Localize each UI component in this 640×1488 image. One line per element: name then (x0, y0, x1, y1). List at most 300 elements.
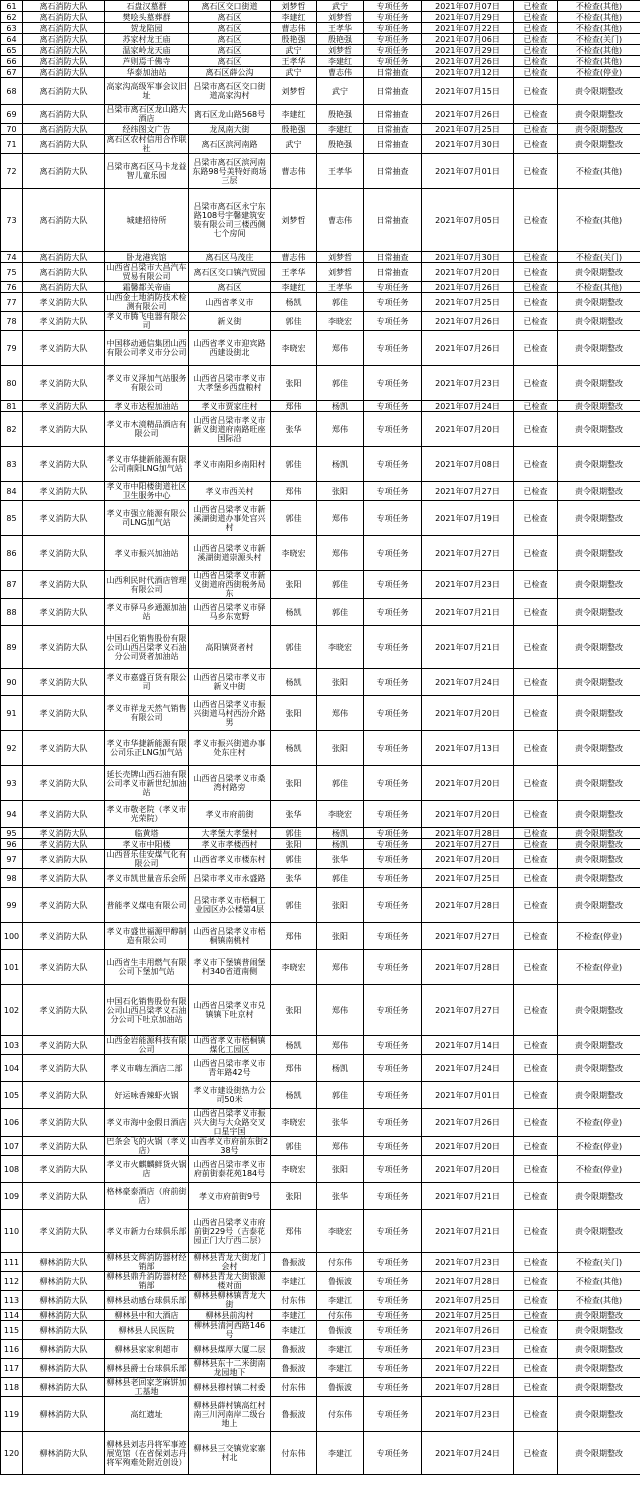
inspector2-cell: 郭佳 (317, 766, 364, 801)
address-cell: 山西省吕梁孝义市桑湾村路旁 (189, 766, 271, 801)
task-type-cell: 日常抽查 (364, 78, 422, 105)
result-cell: 责令限期整改 (558, 1340, 640, 1359)
date-cell: 2021年07月23日 (422, 1397, 514, 1432)
brigade-cell: 孝义消防大队 (23, 766, 105, 801)
status-cell: 已检查 (514, 56, 558, 67)
status-cell: 已检查 (514, 78, 558, 105)
date-cell: 2021年07月27日 (422, 839, 514, 850)
address-cell: 山西省吕梁孝义市振兴街道马村西汾介路男 (189, 696, 271, 731)
inspector2-cell: 鲁振波 (317, 1378, 364, 1397)
status-cell: 已检查 (514, 447, 558, 482)
date-cell: 2021年07月19日 (422, 501, 514, 536)
unit-cell: 华泰加油站 (105, 67, 189, 78)
inspector1-cell: 杨凯 (271, 293, 317, 312)
task-type-cell: 专项任务 (364, 801, 422, 828)
table-row (1, 766, 640, 801)
brigade-cell: 孝义消防大队 (23, 950, 105, 985)
brigade-cell: 离石消防大队 (23, 154, 105, 189)
inspector2-cell: 曹志伟 (317, 67, 364, 78)
task-type-cell: 专项任务 (364, 950, 422, 985)
result-cell: 不检查(关门) (558, 34, 640, 45)
task-type-cell: 专项任务 (364, 850, 422, 869)
address-cell: 离石区马茂庄 (189, 252, 271, 263)
table-row (1, 669, 640, 696)
seq-cell: 91 (1, 696, 23, 731)
result-cell: 责令限期整改 (558, 766, 640, 801)
unit-cell: 格林豪泰酒店（府前街店） (105, 1183, 189, 1210)
seq-cell: 94 (1, 801, 23, 828)
unit-cell: 孝义市强立能源有限公司LNG加气站 (105, 501, 189, 536)
unit-cell: 孝义市凯世量音乐会所 (105, 869, 189, 888)
brigade-cell: 离石消防大队 (23, 12, 105, 23)
status-cell: 已检查 (514, 1036, 558, 1055)
unit-cell: 高家沟高级军事会议旧址 (105, 78, 189, 105)
unit-cell: 温家岭龙天庙 (105, 45, 189, 56)
task-type-cell: 日常抽查 (364, 105, 422, 124)
status-cell: 已检查 (514, 1310, 558, 1321)
task-type-cell: 专项任务 (364, 1272, 422, 1291)
unit-cell: 孝义市盛世福源甲醇制造有限公司 (105, 923, 189, 950)
status-cell: 已检查 (514, 1340, 558, 1359)
seq-cell: 101 (1, 950, 23, 985)
result-cell: 责令限期整改 (558, 135, 640, 154)
status-cell: 已检查 (514, 536, 558, 571)
task-type-cell: 专项任务 (364, 985, 422, 1036)
result-cell: 责令限期整改 (558, 331, 640, 366)
inspector1-cell: 郑伟 (271, 482, 317, 501)
result-cell: 责令限期整改 (558, 366, 640, 401)
inspector1-cell: 郭佳 (271, 1137, 317, 1156)
task-type-cell: 专项任务 (364, 1359, 422, 1378)
unit-cell: 孝义市华捷新能源有限公司乐正LNG加气站 (105, 731, 189, 766)
status-cell: 已检查 (514, 801, 558, 828)
task-type-cell: 专项任务 (364, 1321, 422, 1340)
inspector2-cell: 刘梦哲 (317, 45, 364, 56)
brigade-cell: 孝义消防大队 (23, 293, 105, 312)
inspector2-cell: 鲁振波 (317, 1321, 364, 1340)
address-cell: 山西省吕梁市孝义市青年路42号 (189, 1055, 271, 1082)
table-row (1, 1036, 640, 1055)
address-cell: 离石区 (189, 282, 271, 293)
table-row (1, 1082, 640, 1109)
seq-cell: 96 (1, 839, 23, 850)
task-type-cell: 专项任务 (364, 839, 422, 850)
inspector1-cell: 郭佳 (271, 626, 317, 669)
address-cell: 山西省吕梁市孝义市府前街泰花苑184号 (189, 1156, 271, 1183)
table-row (1, 1310, 640, 1321)
seq-cell: 80 (1, 366, 23, 401)
unit-cell: 孝义市腾飞电器有限公司 (106, 312, 187, 330)
brigade-cell: 孝义消防大队 (23, 985, 105, 1036)
inspector1-cell: 王孝华 (271, 263, 317, 282)
seq-cell: 93 (1, 766, 23, 801)
table-row (1, 1432, 640, 1475)
result-cell: 不检查(其他) (558, 154, 640, 189)
status-cell: 已检查 (514, 23, 558, 34)
result-cell: 责令限期整改 (558, 263, 640, 282)
inspector1-cell: 郭佳 (271, 501, 317, 536)
task-type-cell: 专项任务 (364, 282, 422, 293)
status-cell: 已检查 (514, 850, 558, 869)
inspector1-cell: 武宁 (271, 45, 317, 56)
task-type-cell: 专项任务 (364, 1109, 422, 1137)
unit-cell: 芦则焉千佛寺 (105, 56, 189, 67)
inspector1-cell: 付东伟 (271, 1378, 317, 1397)
date-cell: 2021年07月28日 (422, 888, 514, 923)
table-row (1, 839, 640, 850)
result-cell: 责令限期整改 (558, 412, 640, 447)
table-row (1, 447, 640, 482)
date-cell: 2021年07月12日 (422, 67, 514, 78)
status-cell: 已检查 (514, 34, 558, 45)
brigade-cell: 离石消防大队 (23, 78, 105, 105)
inspector2-cell: 郭佳 (317, 599, 364, 626)
brigade-cell: 离石消防大队 (23, 135, 105, 154)
brigade-cell: 离石消防大队 (23, 282, 105, 293)
result-cell: 不检查(其他) (558, 1291, 640, 1310)
status-cell: 已检查 (514, 869, 558, 888)
table-row (1, 1, 640, 12)
unit-cell: 孝义市达程加油站 (105, 401, 189, 412)
unit-cell: 柳林县家家利超市 (105, 1340, 189, 1359)
task-type-cell: 日常抽查 (364, 189, 422, 252)
seq-cell: 103 (1, 1036, 23, 1055)
date-cell: 2021年07月23日 (422, 1253, 514, 1272)
date-cell: 2021年07月24日 (422, 401, 514, 412)
brigade-cell: 孝义消防大队 (23, 412, 105, 447)
date-cell: 2021年07月01日 (422, 154, 514, 189)
inspector2-cell: 王孝华 (317, 154, 364, 189)
status-cell: 已检查 (514, 263, 558, 282)
status-cell: 已检查 (514, 1378, 558, 1397)
table-row (1, 135, 640, 154)
inspector2-cell: 刘梦哲 (317, 12, 364, 23)
inspector1-cell: 张阳 (271, 571, 317, 599)
result-cell: 不检查(其他) (558, 12, 640, 23)
table-row (1, 67, 640, 78)
status-cell: 已检查 (514, 1, 558, 12)
inspector1-cell: 李建江 (271, 1272, 317, 1291)
brigade-cell: 孝义消防大队 (23, 1055, 105, 1082)
unit-cell: 城建招待所 (105, 189, 189, 252)
result-cell: 不检查(其他) (558, 1272, 640, 1291)
date-cell: 2021年07月20日 (422, 263, 514, 282)
address-cell: 新义街 (189, 312, 271, 331)
brigade-cell: 孝义消防大队 (23, 447, 105, 482)
inspector1-cell: 刘梦哲 (271, 78, 317, 105)
brigade-cell: 孝义消防大队 (23, 888, 105, 923)
status-cell: 已检查 (514, 331, 558, 366)
inspector1-cell: 郑伟 (271, 1210, 317, 1253)
inspector2-cell: 郑伟 (317, 412, 364, 447)
date-cell: 2021年07月24日 (422, 669, 514, 696)
inspector2-cell: 刘梦哲 (317, 263, 364, 282)
task-type-cell: 专项任务 (364, 571, 422, 599)
seq-cell: 87 (1, 571, 23, 599)
seq-cell: 74 (1, 252, 23, 263)
task-type-cell: 专项任务 (364, 293, 422, 312)
unit-cell: 苏家村龙王庙 (105, 34, 189, 45)
task-type-cell: 专项任务 (364, 731, 422, 766)
seq-cell: 62 (1, 12, 23, 23)
inspector1-cell: 李建江 (271, 1310, 317, 1321)
seq-cell: 65 (1, 45, 23, 56)
table-row (1, 34, 640, 45)
brigade-cell: 离石消防大队 (23, 189, 105, 252)
seq-cell: 110 (1, 1210, 23, 1253)
date-cell: 2021年07月21日 (422, 1210, 514, 1253)
status-cell: 已检查 (514, 766, 558, 801)
inspector1-cell: 郭佳 (271, 447, 317, 482)
inspector2-cell: 张阳 (317, 923, 364, 950)
inspector1-cell: 郭佳 (271, 828, 317, 839)
inspector2-cell: 张阳 (317, 482, 364, 501)
task-type-cell: 专项任务 (364, 412, 422, 447)
brigade-cell: 孝义消防大队 (23, 696, 105, 731)
address-cell: 孝义市南阳乡南阳村 (189, 447, 271, 482)
inspector1-cell: 付东伟 (271, 1432, 317, 1475)
status-cell: 已检查 (514, 67, 558, 78)
status-cell: 已检查 (514, 1272, 558, 1291)
brigade-cell: 孝义消防大队 (23, 923, 105, 950)
address-cell: 离石区滨河南路 (189, 135, 271, 154)
status-cell: 已检查 (514, 1321, 558, 1340)
unit-cell: 临黄塔 (105, 828, 189, 839)
address-cell: 离石区 (189, 45, 271, 56)
result-cell: 责令限期整改 (558, 731, 640, 766)
inspector1-cell: 曹志伟 (271, 154, 317, 189)
address-cell: 孝义市西关村 (189, 482, 271, 501)
result-cell: 责令限期整改 (558, 1055, 640, 1082)
seq-cell: 64 (1, 34, 23, 45)
task-type-cell: 专项任务 (364, 669, 422, 696)
result-cell: 责令限期整改 (558, 869, 640, 888)
status-cell: 已检查 (514, 828, 558, 839)
brigade-cell: 离石消防大队 (23, 23, 105, 34)
seq-cell: 120 (1, 1432, 23, 1475)
date-cell: 2021年07月20日 (422, 412, 514, 447)
task-type-cell: 专项任务 (364, 766, 422, 801)
seq-cell: 77 (1, 293, 23, 312)
inspector2-cell: 曹志伟 (317, 189, 364, 252)
table-row (1, 869, 640, 888)
table-row (1, 331, 640, 366)
status-cell: 已检查 (514, 252, 558, 263)
address-cell: 离石区交口街道 (189, 1, 271, 12)
task-type-cell: 专项任务 (364, 923, 422, 950)
table-row (1, 293, 640, 312)
result-cell: 责令限期整改 (558, 293, 640, 312)
address-cell: 柳林县煤厚大厦二层 (189, 1340, 271, 1359)
address-cell: 离石区薛公沟 (189, 67, 271, 78)
unit-cell: 好运咏香辣虾火锅 (105, 1082, 189, 1109)
seq-cell: 79 (1, 331, 23, 366)
address-cell: 柳林县柳林镇青龙大街 (189, 1291, 271, 1310)
inspector1-cell: 李晓宏 (271, 950, 317, 985)
inspector1-cell: 张阳 (271, 839, 317, 850)
inspector1-cell: 武宁 (271, 135, 317, 154)
seq-cell: 105 (1, 1082, 23, 1109)
date-cell: 2021年07月29日 (422, 12, 514, 23)
unit-cell: 山西省吕梁市大昌汽车贸易有限公司 (106, 263, 187, 281)
inspector1-cell: 郑伟 (271, 923, 317, 950)
inspector2-cell: 杨凯 (317, 447, 364, 482)
unit-cell: 吕梁市离石区龙山路大酒店 (106, 105, 187, 123)
task-type-cell: 专项任务 (364, 401, 422, 412)
result-cell: 不检查(关门) (558, 1253, 640, 1272)
status-cell: 已检查 (514, 105, 558, 124)
address-cell: 山西省吕梁孝义市新溪湖街道崇源头村 (189, 536, 271, 571)
date-cell: 2021年07月15日 (422, 78, 514, 105)
table-row (1, 263, 640, 282)
inspector2-cell: 杨凯 (317, 401, 364, 412)
inspector2-cell: 武宁 (317, 78, 364, 105)
task-type-cell: 专项任务 (364, 312, 422, 331)
seq-cell: 69 (1, 105, 23, 124)
result-cell: 不检查(其他) (558, 189, 640, 252)
brigade-cell: 孝义消防大队 (23, 1156, 105, 1183)
inspector2-cell: 王孝华 (317, 282, 364, 293)
brigade-cell: 孝义消防大队 (23, 669, 105, 696)
status-cell: 已检查 (514, 571, 558, 599)
task-type-cell: 专项任务 (364, 869, 422, 888)
inspector2-cell: 郭佳 (317, 571, 364, 599)
inspector2-cell: 郭佳 (317, 366, 364, 401)
inspector2-cell: 殷艳强 (317, 135, 364, 154)
inspector1-cell: 杨凯 (271, 669, 317, 696)
date-cell: 2021年07月25日 (422, 293, 514, 312)
seq-cell: 66 (1, 56, 23, 67)
seq-cell: 71 (1, 135, 23, 154)
address-cell: 孝义市振兴街道办事处东庄村 (189, 731, 271, 766)
unit-cell: 孝义市振兴加油站 (105, 536, 189, 571)
status-cell: 已检查 (514, 950, 558, 985)
status-cell: 已检查 (514, 1137, 558, 1156)
address-cell: 山西省吕梁孝义市新义街道府西街税务局东 (189, 571, 271, 599)
unit-cell: 山西省生丰用燃气有限公司下堡加气站 (105, 950, 189, 985)
unit-cell: 山西金岩能源科技有限公司 (106, 1036, 187, 1054)
inspector1-cell: 杨凯 (271, 599, 317, 626)
date-cell: 2021年07月27日 (422, 482, 514, 501)
inspector1-cell: 张华 (271, 801, 317, 828)
task-type-cell: 专项任务 (364, 501, 422, 536)
inspector1-cell: 付东伟 (271, 1291, 317, 1310)
result-cell: 责令限期整改 (558, 1432, 640, 1475)
address-cell: 孝义市孝楼西村 (189, 839, 271, 850)
task-type-cell: 日常抽查 (364, 252, 422, 263)
date-cell: 2021年07月29日 (422, 45, 514, 56)
result-cell: 责令限期整改 (558, 626, 640, 669)
seq-cell: 72 (1, 154, 23, 189)
brigade-cell: 孝义消防大队 (23, 869, 105, 888)
table-row (1, 252, 640, 263)
status-cell: 已检查 (514, 1082, 558, 1109)
brigade-cell: 孝义消防大队 (23, 599, 105, 626)
date-cell: 2021年07月25日 (422, 869, 514, 888)
brigade-cell: 柳林消防大队 (23, 1321, 105, 1340)
task-type-cell: 专项任务 (364, 482, 422, 501)
task-type-cell: 日常抽查 (364, 135, 422, 154)
result-cell: 不检查(停业) (558, 950, 640, 985)
status-cell: 已检查 (514, 1359, 558, 1378)
table-row (1, 412, 640, 447)
seq-cell: 67 (1, 67, 23, 78)
date-cell: 2021年07月28日 (422, 828, 514, 839)
result-cell: 责令限期整改 (558, 1036, 640, 1055)
date-cell: 2021年07月13日 (422, 731, 514, 766)
status-cell: 已检查 (514, 731, 558, 766)
table-row (1, 124, 640, 135)
status-cell: 已检查 (514, 282, 558, 293)
task-type-cell: 专项任务 (364, 34, 422, 45)
date-cell: 2021年07月25日 (422, 1291, 514, 1310)
date-cell: 2021年07月26日 (422, 1109, 514, 1137)
seq-cell: 86 (1, 536, 23, 571)
inspector2-cell: 杨凯 (317, 828, 364, 839)
inspector2-cell: 郭佳 (317, 1082, 364, 1109)
inspector1-cell: 张阳 (271, 1183, 317, 1210)
seq-cell: 81 (1, 401, 23, 412)
result-cell: 责令限期整改 (558, 78, 640, 105)
unit-cell: 普能孝义煤电有限公司 (105, 888, 189, 923)
table-row (1, 696, 640, 731)
result-cell: 责令限期整改 (558, 1359, 640, 1378)
seq-cell: 111 (1, 1253, 23, 1272)
inspector2-cell: 张华 (317, 1183, 364, 1210)
address-cell: 山西省孝义市楼东村 (189, 850, 271, 869)
inspector1-cell: 张阳 (271, 985, 317, 1036)
address-cell: 柳林县前沟村 (189, 1310, 271, 1321)
table-row (1, 850, 640, 869)
table-row (1, 154, 640, 189)
task-type-cell: 专项任务 (364, 1397, 422, 1432)
inspector1-cell: 武宁 (271, 67, 317, 78)
date-cell: 2021年07月26日 (422, 312, 514, 331)
status-cell: 已检查 (514, 412, 558, 447)
task-type-cell: 专项任务 (364, 1183, 422, 1210)
table-row (1, 501, 640, 536)
brigade-cell: 孝义消防大队 (23, 1082, 105, 1109)
seq-cell: 106 (1, 1109, 23, 1137)
table-row (1, 571, 640, 599)
result-cell: 责令限期整改 (558, 536, 640, 571)
inspector1-cell: 李建红 (271, 105, 317, 124)
unit-cell: 柳林县文辉消防器材经销部 (106, 1253, 187, 1271)
inspector1-cell: 郭佳 (271, 850, 317, 869)
brigade-cell: 柳林消防大队 (23, 1272, 105, 1291)
seq-cell: 97 (1, 850, 23, 869)
date-cell: 2021年07月01日 (422, 1082, 514, 1109)
result-cell: 责令限期整改 (558, 1321, 640, 1340)
brigade-cell: 孝义消防大队 (23, 571, 105, 599)
inspector1-cell: 殷艳强 (271, 124, 317, 135)
unit-cell: 孝义市中阳楼 (105, 839, 189, 850)
task-type-cell: 日常抽查 (364, 263, 422, 282)
unit-cell: 孝义市火麒麟鲜货火锅店 (105, 1156, 189, 1183)
seq-cell: 90 (1, 669, 23, 696)
seq-cell: 99 (1, 888, 23, 923)
inspector2-cell: 刘梦哲 (317, 252, 364, 263)
status-cell: 已检查 (514, 1183, 558, 1210)
inspector1-cell: 杨凯 (271, 731, 317, 766)
unit-cell: 柳林县爵士台球俱乐部 (105, 1359, 189, 1378)
table-row (1, 923, 640, 950)
unit-cell: 孝义市嗨左酒店二部 (105, 1055, 189, 1082)
table-row (1, 23, 640, 34)
unit-cell: 孝义市祥龙天然气销售有限公司 (105, 696, 189, 731)
task-type-cell: 专项任务 (364, 1137, 422, 1156)
inspector1-cell: 鲁振波 (271, 1397, 317, 1432)
